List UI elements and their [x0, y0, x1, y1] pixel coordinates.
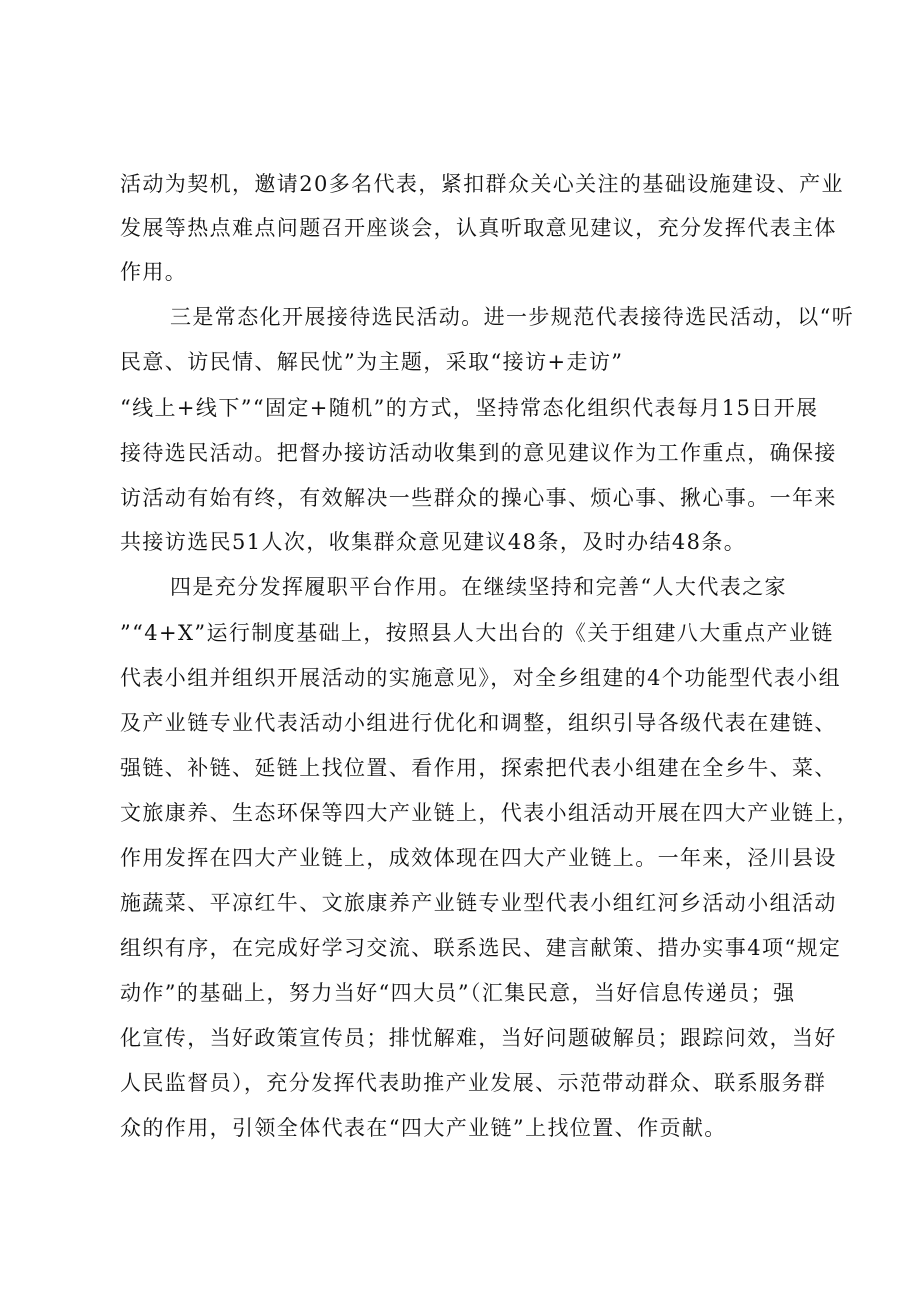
paragraph-line: 发展等热点难点问题召开座谈会，认真听取意见建议，充分发挥代表主体 — [120, 216, 837, 240]
paragraph-line: “线上+线下”“固定+随机”的方式，坚持常态化组织代表每月15日开展 — [120, 396, 819, 420]
paragraph-line: 组织有序，在完成好学习交流、联系选民、建言献策、措办实事4项“规定 — [120, 936, 842, 960]
paragraph-line: 接待选民活动。把督办接访活动收集到的意见建议作为工作重点，确保接 — [120, 441, 837, 465]
paragraph-line: 化宣传，当好政策宣传员；排忧解难，当好问题破解员；跟踪问效，当好 — [120, 1026, 837, 1050]
paragraph-line: 施蔬菜、平凉红牛、文旅康养产业链专业型代表小组红河乡活动小组活动 — [120, 891, 837, 915]
paragraph-line: 三是常态化开展接待选民活动。进一步规范代表接待选民活动，以“听 — [170, 305, 855, 329]
paragraph-line: 人民监督员），充分发挥代表助推产业发展、示范带动群众、联系服务群 — [120, 1071, 827, 1095]
paragraph-line: 动作”的基础上，努力当好“四大员”（汇集民意，当好信息传递员；强 — [120, 981, 796, 1005]
paragraph-line: 共接访选民51人次，收集群众意见建议48条，及时办结48条。 — [120, 530, 747, 554]
paragraph-line: 访活动有始有终，有效解决一些群众的操心事、烦心事、揪心事。一年来 — [120, 486, 837, 510]
paragraph-line: 众的作用，引领全体代表在“四大产业链”上找位置、作贡献。 — [120, 1116, 727, 1140]
paragraph-line: 文旅康养、生态环保等四大产业链上，代表小组活动开展在四大产业链上， — [120, 801, 860, 825]
paragraph-line: 作用。 — [120, 260, 188, 284]
paragraph-line: 强链、补链、延链上找位置、看作用，探索把代表小组建在全乡牛、菜、 — [120, 756, 837, 780]
paragraph-line: ”“4+X”运行制度基础上，按照县人大出台的《关于组建八大重点产业链 — [120, 621, 834, 645]
paragraph-line: 民意、访民情、解民忧”为主题，采取“接访+走访” — [120, 350, 624, 374]
paragraph-line: 四是充分发挥履职平台作用。在继续坚持和完善“人大代表之家 — [170, 575, 787, 599]
paragraph-line: 作用发挥在四大产业链上，成效体现在四大产业链上。一年来，泾川县设 — [120, 846, 837, 870]
paragraph-line: 及产业链专业代表活动小组进行优化和调整，组织引导各级代表在建链、 — [120, 711, 837, 735]
paragraph-line: 活动为契机，邀请20多名代表，紧扣群众关心关注的基础设施建设、产业 — [120, 172, 844, 196]
paragraph-line: 代表小组并组织开展活动的实施意见》，对全乡组建的4个功能型代表小组 — [120, 666, 842, 690]
